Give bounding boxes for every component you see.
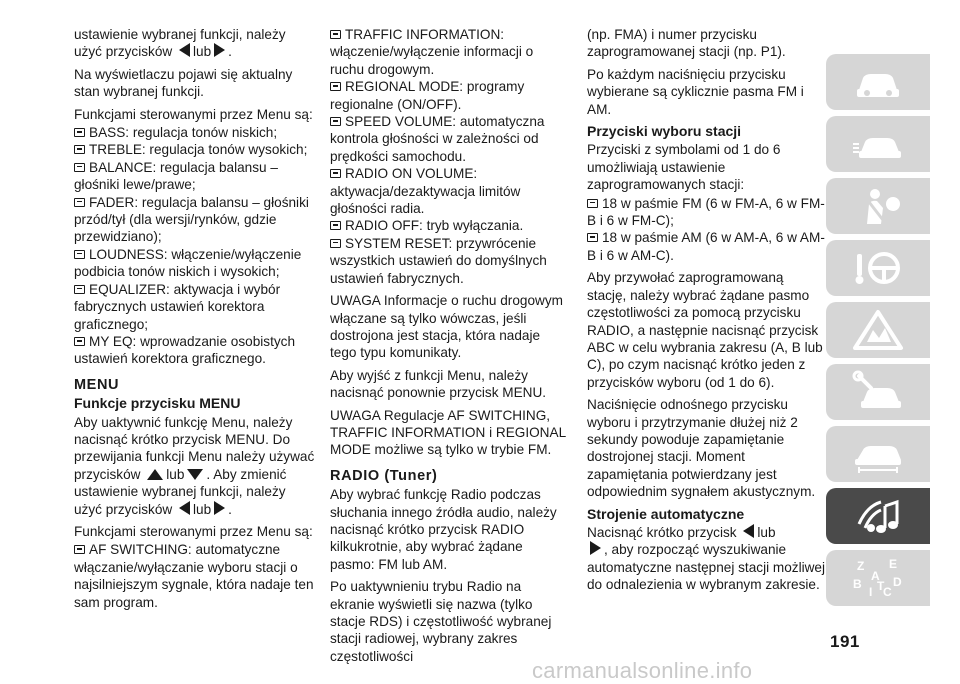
list-item (74, 194, 320, 246)
paragraph: Funkcjami sterowanymi przez Menu są: (74, 523, 313, 539)
tab-starting[interactable] (826, 240, 930, 296)
wrench-car-icon (851, 370, 905, 414)
list-item-text: LOUDNESS: włączenie/wyłączenie podbicia tonów niskich i wysokich; (74, 246, 302, 280)
list-item (330, 235, 568, 287)
paragraph: UWAGA Informacje o ruchu drogowym włączane są tylko wówczas, jeśli dostrojona jest stacja, która nadaje tego typu komunikaty. (330, 293, 563, 361)
column-1 (74, 26, 320, 611)
paragraph: Aby wyjść z funkcji Menu, należy nacisnąć ponownie przycisk MENU. (330, 367, 547, 401)
seatbelt-airbag-icon (851, 184, 905, 228)
list-item (330, 78, 568, 113)
section-title: RADIO (Tuner) (330, 467, 438, 484)
bullet-icon (74, 198, 85, 207)
chapter-tabs (826, 54, 930, 612)
subsection-title: Przyciski wyboru stacji (587, 123, 742, 140)
tab-maintenance[interactable] (826, 364, 930, 420)
bullet-icon (330, 221, 341, 230)
tab-safety[interactable] (826, 178, 930, 234)
left-arrow-icon (179, 501, 190, 515)
paragraph: Aby wybrać funkcję Radio podczas słuchania innego źródła audio, należy nacisnąć krótko przycisk RADIO kilkukrotnie, aby wybrać żądane pasmo: FM lub AM. (330, 487, 557, 572)
list-item (74, 333, 320, 368)
tab-index[interactable] (826, 550, 930, 606)
bullet-icon (74, 145, 85, 154)
paragraph (74, 26, 320, 61)
index-letter: E (889, 557, 898, 571)
list-item-text: SYSTEM RESET: przywrócenie wszystkich ustawień do domyślnych ustawień fabrycznych. (330, 235, 547, 286)
bullet-icon (74, 250, 85, 259)
list-item (330, 113, 568, 165)
subsection-title: Strojenie automatyczne (587, 505, 745, 522)
bullet-icon (74, 545, 85, 554)
subsection-title: Funkcje przycisku MENU (74, 395, 241, 412)
text: lub (166, 466, 185, 482)
list-item (330, 217, 568, 234)
text: . (228, 44, 232, 60)
paragraph: UWAGA Regulacje AF SWITCHING, TRAFFIC INFORMATION i REGIONAL MODE możliwe są tylko w trybie FM. (330, 407, 566, 458)
list-item (74, 124, 320, 141)
list-item (74, 541, 320, 611)
tab-emergency[interactable] (826, 302, 930, 358)
list-item (74, 281, 320, 333)
bullet-icon (74, 285, 85, 294)
paragraph: (np. FMA) i numer przycisku zaprogramowanej stacji (np. P1). (587, 27, 786, 60)
paragraph: Po uaktywnieniu trybu Radio na ekranie wyświetli się nazwa (tylko stacje RDS) i częstotliwość wybranej stacji radiowej, wybrany zakres częstotliwości (330, 579, 552, 664)
list-item-text: TRAFFIC INFORMATION: włączenie/wyłączenie informacji o ruchu drogowym. (330, 27, 534, 77)
bullet-icon (330, 117, 341, 126)
index-letter: Z (857, 559, 865, 573)
column-2 (330, 26, 568, 670)
text: ustawienie wybranej funkcji, należy (74, 27, 286, 42)
right-arrow-icon (590, 541, 601, 555)
list-item-text: BASS: regulacja tonów niskich; (89, 125, 278, 141)
left-arrow-icon (179, 43, 190, 57)
text: użyć przycisków (74, 501, 173, 517)
text: lub (192, 501, 212, 517)
list-item-text: EQUALIZER: aktywacja i wybór fabrycznych ustawień korektora graficznego; (74, 281, 281, 332)
list-item (74, 246, 320, 281)
right-arrow-icon (214, 43, 225, 57)
index-letter: B (853, 577, 862, 591)
bullet-icon (330, 239, 341, 248)
paragraph: Po każdym naciśnięciu przycisku wybierane są cyklicznie pasma FM i AM. (587, 66, 804, 117)
bullet-icon (330, 30, 341, 39)
bullet-icon (587, 233, 598, 242)
text: lub (192, 44, 212, 60)
paragraph: Naciśnięcie odnośnego przycisku wyboru i przytrzymanie dłużej niż 2 sekundy powoduje zapamiętanie dostrojonej stacji. Moment zapamiętania potwierdzany jest odpowiednim sygnałem akustycznym. (587, 397, 816, 500)
up-arrow-icon (147, 469, 163, 480)
down-arrow-icon (187, 469, 203, 480)
bullet-icon (587, 199, 598, 208)
list-item-text: RADIO OFF: tryb wyłączania. (345, 218, 524, 234)
column-3 (587, 26, 825, 599)
text: , aby rozpocząć wyszukiwanie automatyczne następnej stacji możliwej do odnalezienia w wybranym zakresie. (587, 542, 826, 593)
tab-multimedia[interactable] (826, 488, 930, 544)
list-item-text: REGIONAL MODE: programy regionalne (ON/OFF). (330, 79, 525, 112)
steering-key-icon (851, 246, 905, 290)
tab-specs[interactable] (826, 426, 930, 482)
text: lub (757, 524, 776, 540)
list-item (587, 195, 825, 230)
text: . Aby zmienić ustawienie wybranej funkcji, należy (74, 466, 287, 500)
paragraph: Aby przywołać zaprogramowaną stację, należy wybrać żądane pasmo częstotliwości za pomocą przycisku RADIO, a następnie nacisnąć przycisk ABC w celu wybrania zakresu (A, B lub C), po czym nacisnąć krótko jeden z przycisków wyboru (od 1 do 6). (587, 270, 823, 390)
list-item-text: BALANCE: regulacja balansu – głośniki lewe/prawe; (74, 159, 278, 193)
bullet-icon (330, 169, 341, 178)
list-item (74, 141, 320, 158)
list-item (330, 165, 568, 217)
text: Aby uaktywnić funkcję Menu, należy nacisnąć krótko przycisk MENU. Do przewijania funkcji Menu należy używać (74, 414, 315, 465)
list-item-text: SPEED VOLUME: automatyczna kontrola głośności w zależności od prędkości samochodu. (330, 114, 545, 164)
bullet-icon (74, 337, 85, 346)
index-letter: C (883, 585, 892, 599)
list-item-text: RADIO ON VOLUME: aktywacja/dezaktywacja limitów głośności radia. (330, 166, 521, 217)
page-number: 191 (830, 632, 860, 651)
list-item-text: FADER: regulacja balansu – głośniki przód/tył (dla wersji/rynków, gdzie przewidziano); (74, 194, 309, 245)
section-title: MENU (74, 376, 120, 393)
text: użyć przycisków (74, 44, 173, 60)
bullet-icon (74, 163, 85, 172)
multimedia-icon (851, 494, 905, 538)
text: przycisków (74, 466, 141, 482)
bullet-icon (74, 128, 85, 137)
car-dashboard-icon (851, 60, 905, 104)
list-item (330, 26, 568, 78)
paragraph (74, 414, 320, 518)
list-item-text: 18 w paśmie AM (6 w AM-A, 6 w AM-B i 6 w AM-C). (587, 230, 825, 263)
tab-dashboard[interactable] (826, 54, 930, 110)
warning-triangle-icon (851, 308, 905, 352)
list-item-text: TREBLE: regulacja tonów wysokich; (89, 142, 308, 158)
index-letter: A (871, 569, 880, 583)
text: Nacisnąć krótko przycisk (587, 524, 737, 540)
right-arrow-icon (214, 501, 225, 515)
index-letter: T (877, 579, 885, 593)
bullet-icon (330, 82, 341, 91)
index-letters-icon (851, 556, 905, 600)
index-letter: D (893, 575, 902, 589)
list-item (587, 229, 825, 264)
text: . (228, 501, 232, 517)
paragraph: Funkcjami sterowanymi przez Menu są: (74, 106, 313, 122)
car-lights-icon (851, 122, 905, 166)
tab-lights[interactable] (826, 116, 930, 172)
watermark: carmanualsonline.info (532, 658, 753, 683)
list-item-text: MY EQ: wprowadzanie osobistych ustawień korektora graficznego. (74, 333, 296, 367)
list-item (74, 159, 320, 194)
paragraph: Przyciski z symbolami od 1 do 6 umożliwiają ustawienie zaprogramowanych stacji: (587, 142, 781, 193)
list-item-text: AF SWITCHING: automatyczne włączanie/wyłączanie wyboru stacji o najsilniejszym sygnale, która nadaje ten sam program. (74, 542, 314, 610)
paragraph: Na wyświetlaczu pojawi się aktualny stan wybranej funkcji. (74, 66, 293, 100)
paragraph (587, 524, 825, 594)
list-item-text: 18 w paśmie FM (6 w FM-A, 6 w FM-B i 6 w FM-C); (587, 195, 825, 229)
index-letter: I (869, 585, 873, 599)
car-specs-icon (851, 432, 905, 476)
left-arrow-icon (743, 524, 754, 538)
